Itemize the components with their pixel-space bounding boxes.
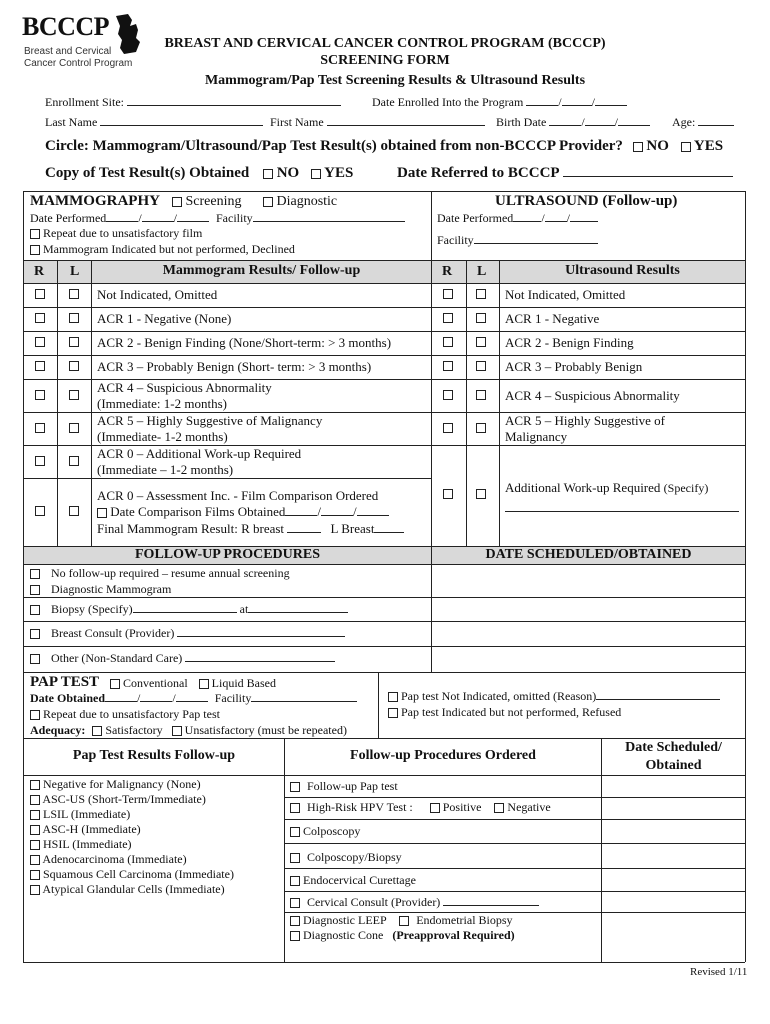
facility-line[interactable] xyxy=(253,220,405,222)
us-date-performed-field[interactable]: Date Performed / / xyxy=(437,211,598,226)
mammo-result-sublabel: (Immediate – 1-2 months) xyxy=(97,462,234,477)
us-result-label: ACR 2 - Benign Finding xyxy=(505,335,634,350)
non-bcccp-provider-question xyxy=(45,138,723,155)
age-field[interactable] xyxy=(672,115,734,130)
biopsy-at-line[interactable] xyxy=(248,611,348,613)
date-line[interactable] xyxy=(585,124,615,126)
ecc-checkbox[interactable] xyxy=(290,876,300,886)
first-name-label: First Name xyxy=(270,115,324,129)
age-label: Age: xyxy=(672,115,696,129)
mammo-l-checkbox[interactable] xyxy=(69,456,79,466)
copy-yes-checkbox[interactable] xyxy=(311,169,321,179)
unsatisfactory-label: Unsatisfactory (must be repeated) xyxy=(184,723,347,737)
us-specify-line[interactable] xyxy=(505,510,739,512)
followup-header: FOLLOW-UP PROCEDURES xyxy=(135,547,320,562)
copy-question-text: Copy of Test Result(s) Obtained xyxy=(45,165,250,181)
no-followup-label: No follow-up required – resume annual screening xyxy=(51,566,290,580)
date-line[interactable] xyxy=(106,220,138,222)
pap-not-indicated-label: Pap test Not Indicated, omitted (Reason) xyxy=(401,689,597,703)
unsatisfactory-checkbox[interactable] xyxy=(172,726,182,736)
date-line[interactable] xyxy=(526,104,558,106)
us-r-checkbox[interactable] xyxy=(443,289,453,299)
date-line[interactable] xyxy=(177,220,209,222)
cervical-consult-line[interactable] xyxy=(443,904,539,906)
pap-facility-label: Facility xyxy=(214,691,252,705)
screening-checkbox[interactable] xyxy=(172,197,182,207)
pap-result-label: Adenocarcinoma (Immediate) xyxy=(42,852,187,866)
leep-label: Diagnostic LEEP xyxy=(303,913,387,927)
mammo-l-checkbox[interactable] xyxy=(69,289,79,299)
age-line[interactable] xyxy=(698,124,734,126)
mammo-result-label: ACR 0 – Additional Work-up Required xyxy=(97,446,302,461)
last-name-label: Last Name xyxy=(45,115,98,129)
pap-repeat-checkbox[interactable] xyxy=(30,710,40,720)
us-l-checkbox[interactable] xyxy=(476,289,486,299)
procedure-cone[interactable] xyxy=(290,928,515,943)
provider-question-text: Circle: Mammogram/Ultrasound/Pap Test Result(s) obtained from non-BCCCP Provider? xyxy=(45,138,623,154)
mammography-label: MAMMOGRAPHY xyxy=(30,193,160,209)
us-result-label: Not Indicated, Omitted xyxy=(505,287,626,302)
date-line[interactable] xyxy=(570,220,598,222)
mammo-l-checkbox[interactable] xyxy=(69,361,79,371)
provider-yes-label: YES xyxy=(693,138,724,154)
date-line[interactable] xyxy=(285,514,317,516)
pap-result-label: ASC-H (Immediate) xyxy=(42,822,141,836)
hpv-positive-checkbox[interactable] xyxy=(430,803,440,813)
date-line[interactable] xyxy=(140,700,172,702)
mammo-r-checkbox[interactable] xyxy=(35,423,45,433)
biopsy-at-label: at xyxy=(239,602,249,616)
cervical-consult-checkbox[interactable] xyxy=(290,898,300,908)
us-date-performed-label: Date Performed xyxy=(437,211,514,225)
pap-refused-label: Pap test Indicated but not performed, Refused xyxy=(401,705,622,719)
mammo-r-checkbox[interactable] xyxy=(35,313,45,323)
cone-label: Diagnostic Cone xyxy=(303,928,384,942)
us-result-label: ACR 3 – Probably Benign xyxy=(505,359,643,374)
pap-result-label: ASC-US (Short-Term/Immediate) xyxy=(42,792,206,806)
pap-date-obtained-field[interactable]: Date Obtained / / Facility xyxy=(30,691,357,706)
mammography-title xyxy=(30,193,160,210)
l-breast-line[interactable] xyxy=(374,531,404,533)
diagnostic-mammogram-checkbox[interactable] xyxy=(30,585,40,595)
hpv-negative-checkbox[interactable] xyxy=(494,803,504,813)
date-line[interactable] xyxy=(562,104,592,106)
us-l-checkbox[interactable] xyxy=(476,361,486,371)
logo-line1: Breast and Cervical xyxy=(24,46,112,57)
date-line[interactable] xyxy=(142,220,174,222)
mammo-r-checkbox[interactable] xyxy=(35,361,45,371)
birth-date-field[interactable]: Birth Date / / xyxy=(496,115,650,130)
date-enrolled-field[interactable]: Date Enrolled Into the Program / / xyxy=(372,95,627,110)
us-additional-field[interactable] xyxy=(505,480,708,496)
diagnostic-label: Diagnostic xyxy=(276,194,338,209)
pap-result-checkbox[interactable] xyxy=(30,810,40,820)
biopsy-label: Biopsy (Specify) xyxy=(51,602,133,616)
pap-date-obtained-label: Date Obtained xyxy=(30,691,105,705)
first-name-line[interactable] xyxy=(327,124,485,126)
mammo-result-label: ACR 2 - Benign Finding (None/Short-term: > 3 months) xyxy=(97,335,392,350)
other-care-label: Other (Non-Standard Care) xyxy=(51,651,183,665)
date-line[interactable] xyxy=(357,514,389,516)
us-l-checkbox[interactable] xyxy=(476,390,486,400)
ecc-label: Endocervical Curettage xyxy=(303,873,416,887)
cone-checkbox[interactable] xyxy=(290,931,300,941)
logo-line2: Cancer Control Program xyxy=(24,58,133,69)
mammography-type xyxy=(172,194,337,210)
list-item[interactable] xyxy=(30,867,234,882)
us-facility-label: Facility xyxy=(437,233,474,247)
bcccp-logo xyxy=(22,12,142,72)
final-result-label: Final Mammogram Result: R breast xyxy=(97,521,285,536)
form-header-subtitle: SCREENING FORM xyxy=(320,53,450,68)
mammo-l-checkbox[interactable] xyxy=(69,423,79,433)
mammo-date-performed-label: Date Performed xyxy=(30,211,107,225)
liquid-based-label: Liquid Based xyxy=(211,676,276,690)
us-additional-label: Additional Work-up Required xyxy=(505,480,661,495)
pap-result-label: Negative for Malignancy (None) xyxy=(43,777,201,791)
colposcopy-biopsy-checkbox[interactable] xyxy=(290,853,300,863)
us-specify-label: (Specify) xyxy=(663,481,709,495)
pap-result-checkbox[interactable] xyxy=(30,795,40,805)
pap-refused-checkbox[interactable] xyxy=(388,708,398,718)
adequacy-label: Adequacy: xyxy=(30,723,86,737)
followup-item-no-followup[interactable] xyxy=(30,566,290,581)
date-line[interactable] xyxy=(176,700,208,702)
us-l-checkbox[interactable] xyxy=(476,313,486,323)
hpv-positive-label: Positive xyxy=(442,800,482,814)
provider-no-checkbox[interactable] xyxy=(633,142,643,152)
pap-result-label: LSIL (Immediate) xyxy=(43,807,131,821)
satisfactory-checkbox[interactable] xyxy=(92,726,102,736)
pap-repeat-label: Repeat due to unsatisfactory Pap test xyxy=(43,707,220,721)
mammo-r-checkbox[interactable] xyxy=(35,456,45,466)
conventional-checkbox[interactable] xyxy=(110,679,120,689)
logo-name: BCCCP xyxy=(22,12,110,41)
mammo-results-header: Mammogram Results/ Follow-up xyxy=(162,263,361,278)
biopsy-line[interactable] xyxy=(133,611,237,613)
us-result-label: ACR 4 – Suspicious Abnormality xyxy=(505,388,680,403)
pap-test-title: PAP TEST xyxy=(30,674,100,690)
pap-result-label: Atypical Glandular Cells (Immediate) xyxy=(42,882,225,896)
breast-consult-checkbox[interactable] xyxy=(30,629,40,639)
copy-yes-label: YES xyxy=(324,165,354,181)
reason-line[interactable] xyxy=(596,698,720,700)
pap-result-checkbox[interactable] xyxy=(30,780,40,790)
mammo-l-checkbox[interactable] xyxy=(69,506,79,516)
date-referred-label: Date Referred to BCCCP xyxy=(397,165,559,181)
date-referred-field[interactable] xyxy=(397,165,733,182)
pap-result-checkbox[interactable] xyxy=(30,885,40,895)
mammo-col-l: L xyxy=(70,264,80,279)
us-facility-field[interactable] xyxy=(437,233,598,248)
pap-not-indicated-option[interactable] xyxy=(388,689,720,704)
mammo-date-performed-field[interactable]: Date Performed / / Facility xyxy=(30,211,405,226)
date-line[interactable] xyxy=(321,514,353,516)
us-r-checkbox[interactable] xyxy=(443,313,453,323)
us-r-checkbox[interactable] xyxy=(443,423,453,433)
procedure-colposcopy[interactable] xyxy=(290,824,360,839)
other-care-checkbox[interactable] xyxy=(30,654,40,664)
hpv-test-checkbox[interactable] xyxy=(290,803,300,813)
list-item[interactable] xyxy=(30,882,225,897)
provider-no-label: NO xyxy=(646,138,669,154)
procedure-followup-pap[interactable] xyxy=(290,779,398,794)
colposcopy-biopsy-label: Colposcopy/Biopsy xyxy=(307,850,402,864)
procedure-hpv-test[interactable] xyxy=(290,800,551,815)
first-name-field[interactable] xyxy=(270,115,485,130)
pap-result-label: HSIL (Immediate) xyxy=(43,837,132,851)
pap-result-checkbox[interactable] xyxy=(30,870,40,880)
endometrial-biopsy-checkbox[interactable] xyxy=(399,916,409,926)
date-referred-line[interactable] xyxy=(563,175,733,177)
pap-result-checkbox[interactable] xyxy=(30,825,40,835)
mammo-r-checkbox[interactable] xyxy=(35,289,45,299)
mammo-l-checkbox[interactable] xyxy=(69,337,79,347)
leep-checkbox[interactable] xyxy=(290,916,300,926)
facility-line[interactable] xyxy=(251,700,357,702)
pap-adequacy xyxy=(30,723,347,738)
procedure-ecc[interactable] xyxy=(290,873,416,888)
cervical-consult-label: Cervical Consult (Provider) xyxy=(307,895,441,909)
last-name-field[interactable] xyxy=(45,115,263,130)
mammo-repeat-option[interactable] xyxy=(30,226,202,241)
followup-item-breast-consult[interactable] xyxy=(30,626,345,641)
date-enrolled-label: Date Enrolled Into the Program xyxy=(372,95,524,109)
ultrasound-title: ULTRASOUND (Follow-up) xyxy=(495,193,678,209)
us-col-r: R xyxy=(442,264,453,279)
mammo-l-checkbox[interactable] xyxy=(69,390,79,400)
list-item[interactable] xyxy=(30,807,130,822)
mammo-r-checkbox[interactable] xyxy=(35,390,45,400)
pap-indicated-not-performed-option[interactable] xyxy=(388,705,621,720)
followup-item-biopsy[interactable] xyxy=(30,602,348,617)
diagnostic-checkbox[interactable] xyxy=(263,197,273,207)
followup-pap-label: Follow-up Pap test xyxy=(307,779,398,793)
date-comparison-checkbox[interactable] xyxy=(97,508,107,518)
revision-date: Revised 1/11 xyxy=(690,966,748,978)
copy-no-checkbox[interactable] xyxy=(263,169,273,179)
date-scheduled-header: DATE SCHEDULED/OBTAINED xyxy=(485,547,692,562)
form-title: Mammogram/Pap Test Screening Results & Ultrasound Results xyxy=(204,73,586,88)
r-breast-line[interactable] xyxy=(287,531,321,533)
mammo-col-r: R xyxy=(34,264,45,279)
date-comparison-field[interactable]: Date Comparison Films Obtained / / xyxy=(97,504,389,520)
conventional-label: Conventional xyxy=(123,676,188,690)
date-comparison-label: Date Comparison Films Obtained xyxy=(110,504,286,519)
us-l-checkbox[interactable] xyxy=(476,489,486,499)
us-result-label: ACR 1 - Negative xyxy=(505,311,600,326)
birth-date-label: Birth Date xyxy=(496,115,547,129)
facility-line[interactable] xyxy=(474,242,598,244)
mammo-result-label: ACR 4 – Suspicious Abnormality xyxy=(97,380,272,395)
followup-item-other[interactable] xyxy=(30,651,335,666)
copy-no-label: NO xyxy=(276,165,300,181)
procedure-leep-biopsy[interactable] xyxy=(290,913,513,928)
other-care-line[interactable] xyxy=(185,660,335,662)
date-line[interactable] xyxy=(595,104,627,106)
date-line[interactable] xyxy=(105,700,137,702)
mammo-indicated-checkbox[interactable] xyxy=(30,245,40,255)
date-line[interactable] xyxy=(618,124,650,126)
hpv-negative-label: Negative xyxy=(507,800,551,814)
procedure-cervical-consult[interactable] xyxy=(290,895,539,910)
last-name-line[interactable] xyxy=(100,124,263,126)
followup-item-diagnostic-mammogram[interactable] xyxy=(30,582,171,597)
colposcopy-label: Colposcopy xyxy=(303,824,361,838)
final-result-field[interactable] xyxy=(97,521,404,537)
no-followup-checkbox[interactable] xyxy=(30,569,40,579)
list-item[interactable] xyxy=(30,852,187,867)
pap-date-header-2: Obtained xyxy=(645,758,702,773)
pap-result-checkbox[interactable] xyxy=(30,855,40,865)
mammo-r-checkbox[interactable] xyxy=(35,337,45,347)
pap-repeat-option[interactable] xyxy=(30,707,220,722)
mammo-result-sublabel: (Immediate: 1-2 months) xyxy=(97,396,227,411)
us-results-header: Ultrasound Results xyxy=(565,263,680,278)
list-item[interactable] xyxy=(30,837,132,852)
list-item[interactable] xyxy=(30,777,201,792)
us-l-checkbox[interactable] xyxy=(476,423,486,433)
diagnostic-mammogram-label: Diagnostic Mammogram xyxy=(51,582,172,596)
mammo-result-label: ACR 5 – Highly Suggestive of Malignancy xyxy=(97,413,323,428)
list-item[interactable] xyxy=(30,822,141,837)
list-item[interactable] xyxy=(30,792,206,807)
enrollment-site-field[interactable] xyxy=(45,95,341,110)
mammo-result-sublabel: (Immediate- 1-2 months) xyxy=(97,429,228,444)
l-breast-label: L Breast xyxy=(330,521,375,536)
pap-type xyxy=(110,676,276,691)
screening-label: Screening xyxy=(185,194,242,209)
us-result-label: ACR 5 – Highly Suggestive of xyxy=(505,413,665,428)
endometrial-biopsy-label: Endometrial Biopsy xyxy=(416,913,513,927)
pap-results-header: Pap Test Results Follow-up xyxy=(72,748,236,763)
us-l-checkbox[interactable] xyxy=(476,337,486,347)
mammo-result-label: ACR 3 – Probably Benign (Short- term: > 3 months) xyxy=(97,359,372,374)
us-r-checkbox[interactable] xyxy=(443,390,453,400)
date-line[interactable] xyxy=(513,220,541,222)
acr0-assessment-label: ACR 0 – Assessment Inc. - Film Comparison Ordered xyxy=(97,488,379,503)
preapproval-label: (Preapproval Required) xyxy=(392,928,515,942)
pap-result-checkbox[interactable] xyxy=(30,840,40,850)
procedure-colposcopy-biopsy[interactable] xyxy=(290,850,402,865)
date-line[interactable] xyxy=(545,220,567,222)
us-result-sublabel: Malignancy xyxy=(505,429,568,444)
us-r-checkbox[interactable] xyxy=(443,361,453,371)
pap-date-header-1: Date Scheduled/ xyxy=(625,740,722,755)
provider-yes-checkbox[interactable] xyxy=(681,142,691,152)
mammo-indicated-option[interactable] xyxy=(30,242,295,257)
us-r-checkbox[interactable] xyxy=(443,489,453,499)
followup-pap-checkbox[interactable] xyxy=(290,782,300,792)
pap-result-label: Squamous Cell Carcinoma (Immediate) xyxy=(43,867,234,881)
mammo-facility-label: Facility xyxy=(216,211,253,225)
us-r-checkbox[interactable] xyxy=(443,337,453,347)
enrollment-site-label: Enrollment Site: xyxy=(45,95,124,109)
breast-consult-line[interactable] xyxy=(177,635,345,637)
mammo-repeat-checkbox[interactable] xyxy=(30,229,40,239)
satisfactory-label: Satisfactory xyxy=(105,723,163,737)
biopsy-checkbox[interactable] xyxy=(30,605,40,615)
procedures-ordered-header: Follow-up Procedures Ordered xyxy=(350,748,536,763)
us-col-l: L xyxy=(477,264,487,279)
mammo-indicated-label: Mammogram Indicated but not performed, Declined xyxy=(43,242,295,256)
michigan-map-icon xyxy=(110,12,146,56)
copy-results-question xyxy=(45,165,353,182)
mammo-repeat-label: Repeat due to unsatisfactory film xyxy=(43,226,203,240)
breast-consult-label: Breast Consult (Provider) xyxy=(51,626,175,640)
hpv-test-label: High-Risk HPV Test : xyxy=(307,800,413,814)
mammo-r-checkbox[interactable] xyxy=(35,506,45,516)
pap-not-indicated-checkbox[interactable] xyxy=(388,692,398,702)
mammo-l-checkbox[interactable] xyxy=(69,313,79,323)
colposcopy-checkbox[interactable] xyxy=(290,827,300,837)
mammo-result-label: Not Indicated, Omitted xyxy=(97,287,218,302)
form-header-title: BREAST AND CERVICAL CANCER CONTROL PROGRAM (BCCCP) xyxy=(164,36,606,51)
date-line[interactable] xyxy=(549,124,581,126)
liquid-based-checkbox[interactable] xyxy=(199,679,209,689)
enrollment-site-line[interactable] xyxy=(127,104,341,106)
mammo-result-label: ACR 1 - Negative (None) xyxy=(97,311,232,326)
